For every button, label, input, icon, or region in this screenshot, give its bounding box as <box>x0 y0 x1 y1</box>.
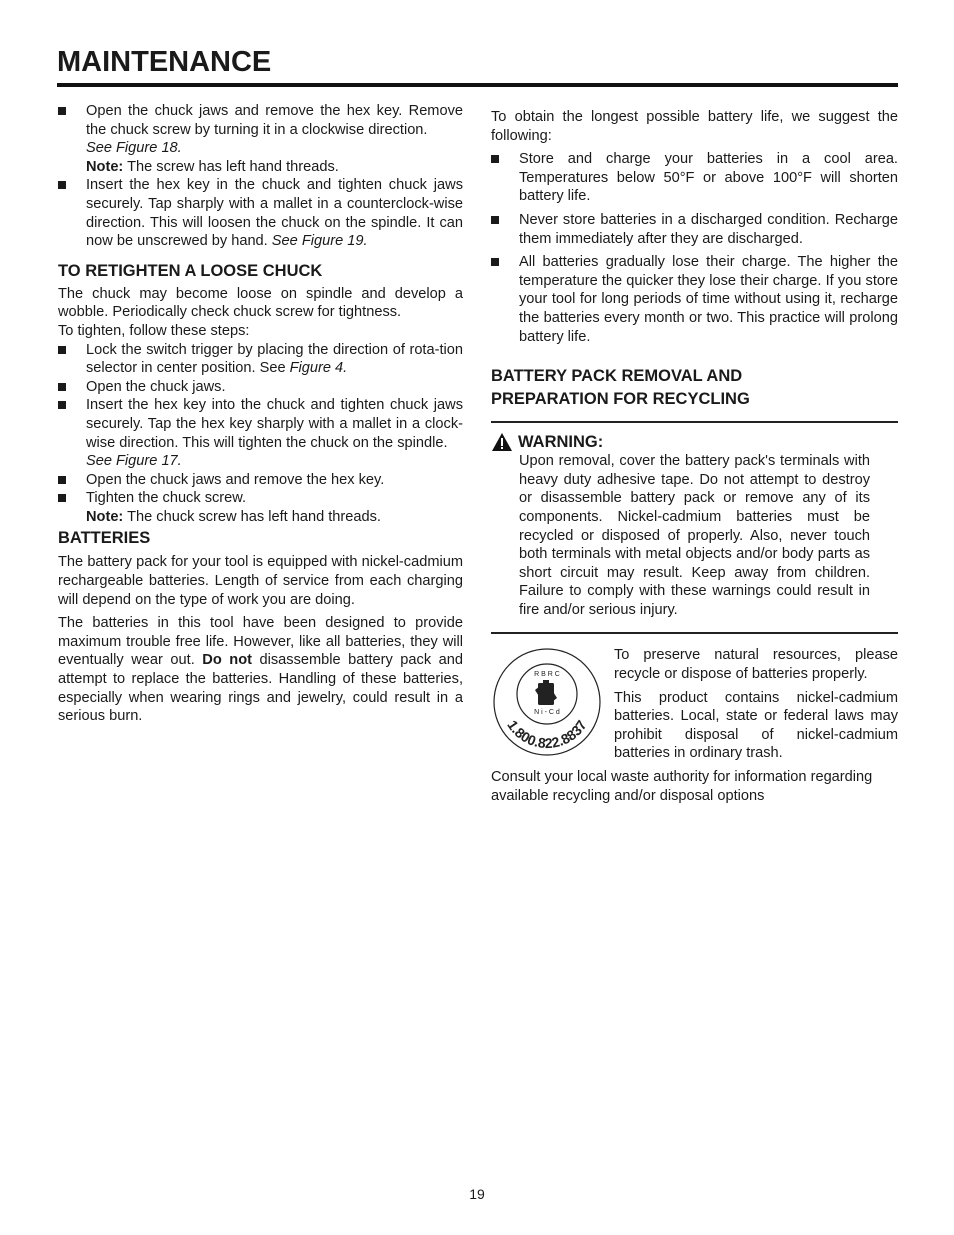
battery-tips-list <box>491 150 898 346</box>
list-item-text: All batteries gradually lose their charge. The higher the temperature the quicker they lose their charge. If you store your tool for long periods of time without using it, recharge the batteries every month or two. This practice will prolong battery life. <box>519 254 898 345</box>
list-item <box>491 150 898 206</box>
list-item-text: Open the chuck jaws and remove the hex key. Remove the chuck screw by turning it in a clockwise direction. <box>86 103 463 138</box>
list-item <box>58 489 463 526</box>
recycle-text-column <box>614 646 898 763</box>
note-label: Note: <box>86 158 124 175</box>
batteries-paragraph-1: The battery pack for your tool is equipped with nickel-cadmium rechargeable batteries. Length of service from each charging will depend on the type of work you are doing. <box>58 554 463 608</box>
warning-label: WARNING: <box>518 433 604 452</box>
note-text: The chuck screw has left hand threads. <box>123 508 381 525</box>
battery-life-intro: To obtain the longest possible battery life, we suggest the following: <box>491 109 898 144</box>
figure-ref: Figure 4. <box>289 360 348 377</box>
list-item-text: Store and charge your batteries in a cool area. Temperatures below 50°F or above 100°F will shorten battery life. <box>519 151 898 205</box>
warning-triangle-icon <box>491 432 513 452</box>
list-item <box>58 396 463 470</box>
left-column <box>58 102 463 726</box>
chuck-removal-list <box>58 102 463 251</box>
retighten-intro: To tighten, follow these steps: <box>58 322 250 339</box>
battery-can-icon <box>535 680 557 705</box>
page-title: MAINTENANCE <box>57 46 272 78</box>
list-item-text: Open the chuck jaws. <box>86 378 226 395</box>
warning-header <box>491 432 898 452</box>
list-item-text: Open the chuck jaws and remove the hex key. <box>86 471 385 488</box>
list-item <box>58 102 463 176</box>
header-rule <box>57 83 898 87</box>
retighten-heading: TO RETIGHTEN A LOOSE CHUCK <box>58 261 323 280</box>
list-item-text: Lock the switch trigger by placing the direction of rota-tion selector in center position. See <box>86 341 463 377</box>
warning-text: Upon removal, cover the battery pack's terminals with heavy duty adhesive tape. Do not attempt to destroy or disassemble battery pack or remove any of its components. Nickel-cadmium batteries must be recycled or disposed of properly. Also, never touch both terminals with metal objects and/or body parts as short circuit may result. Keep away from children. Failure to comply with these warnings could result in fire and/or serious injury. <box>519 453 870 618</box>
emphasis-do-not: Do not <box>202 652 252 669</box>
list-item-text: Never store batteries in a discharged condition. Recharge them immediately after they are discharged. <box>519 211 898 247</box>
recycle-block <box>491 646 898 763</box>
batteries-paragraph-2 <box>58 614 463 726</box>
recycle-paragraph-2: This product contains nickel-cadmium batteries. Local, state or federal laws may prohibit disposal of nickel-cadmium batteries in ordinary trash. <box>614 689 898 762</box>
removal-heading-line-2: PREPARATION FOR RECYCLING <box>491 390 750 409</box>
seal-mid-text: N i - C d <box>534 709 560 717</box>
list-item <box>58 176 463 250</box>
rbrc-recycling-seal-icon <box>491 646 603 758</box>
seal-phone-text: 1.800.822.8837 <box>504 717 590 752</box>
note-label: Note: <box>86 508 124 525</box>
list-item <box>491 211 898 248</box>
retighten-paragraph: The chuck may become loose on spindle and develop a wobble. Periodically check chuck screw for tightness. <box>58 285 463 321</box>
recycle-paragraph-1: To preserve natural resources, please recycle or dispose of batteries properly. <box>614 647 898 683</box>
list-item-text: Tighten the chuck screw. <box>86 490 247 507</box>
figure-ref: See Figure 18. <box>86 140 182 157</box>
figure-ref: See Figure 19. <box>271 233 368 250</box>
note-text: The screw has left hand threads. <box>123 158 339 175</box>
list-item-text: Insert the hex key into the chuck and tighten chuck jaws securely. Tap the hex key sharply with a mallet in a clock-wise direction. This will tighten the chuck on the spindle. <box>86 397 463 451</box>
section-divider <box>491 632 898 634</box>
batteries-text: The batteries in this tool have been designed to provide maximum trouble free life. However, like all batteries, they will eventually wear out. <box>58 615 463 669</box>
list-item <box>491 253 898 346</box>
right-column <box>491 108 898 805</box>
batteries-heading: BATTERIES <box>58 529 151 548</box>
batteries-text: disassemble battery pack and attempt to replace the batteries. Handling of these batteries, especially when wearing rings and jewelry, could result in a serious burn. <box>58 652 464 725</box>
recycle-paragraph-3: Consult your local waste authority for information regarding available recycling and/or disposal options <box>491 769 873 804</box>
figure-ref: See Figure 17. <box>86 453 182 470</box>
removal-heading <box>491 365 898 411</box>
list-item <box>58 341 463 378</box>
list-item-text: Insert the hex key in the chuck and tighten chuck jaws securely. Tap sharply with a mallet in a counterclock-wise direction. This will loosen the chuck on the spindle. It can now be unscrewed by hand. <box>86 177 463 250</box>
page-number: 19 <box>469 1186 485 1202</box>
list-item <box>58 378 463 397</box>
retighten-steps <box>58 341 463 527</box>
seal-top-text: R B R C <box>534 671 560 679</box>
list-item <box>58 471 463 490</box>
section-divider <box>491 421 898 423</box>
removal-heading-line-1: BATTERY PACK REMOVAL AND <box>491 367 743 386</box>
